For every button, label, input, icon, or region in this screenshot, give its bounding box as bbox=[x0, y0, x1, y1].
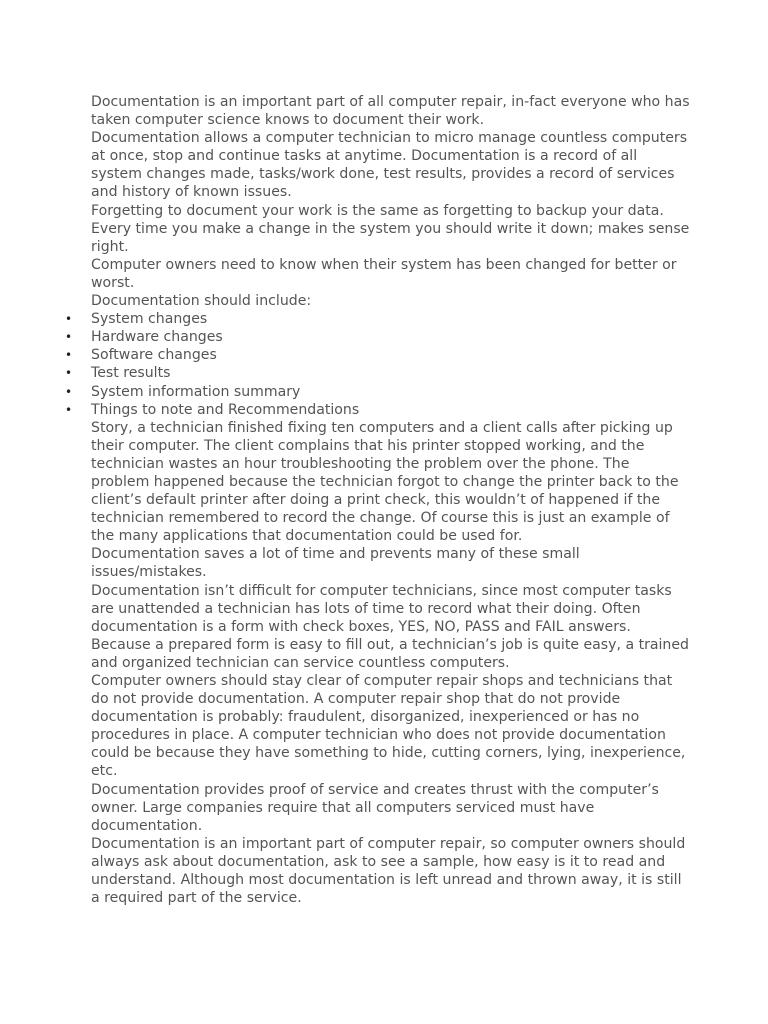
paragraph-story: Story, a technician finished fixing ten computers and a client calls after picking up their computer. The client complains that his printer stopped working, and the technician wastes an hour troubleshooting the problem over the phone. The problem happened because the technician forgot to change the printer back to the client’s default printer after doing a print check, this wouldn’t of happened if the technician remembered to record the change. Of course this is just an example of the many applications that documentation could be used for. bbox=[91, 419, 679, 545]
list-item-label: System changes bbox=[91, 311, 208, 328]
bullet-icon: • bbox=[65, 402, 73, 417]
paragraph-intro: Documentation is an important part of all computer repair, in-fact everyone who has taken computer science knows to document their work. bbox=[91, 94, 690, 129]
list-item bbox=[65, 401, 691, 419]
paragraph-should-include: Documentation should include: bbox=[91, 293, 312, 310]
paragraph-micro-manage: Documentation allows a computer technician to micro manage countless computers at once, stop and continue tasks at anytime. Documentation is a record of all system changes made, tasks/work done, test results, provides a record of services and history of known issues. bbox=[91, 130, 688, 201]
list-item bbox=[65, 364, 691, 382]
list-item-label: Hardware changes bbox=[91, 329, 223, 346]
list-item bbox=[65, 383, 691, 401]
paragraph-conclusion: Documentation is an important part of computer repair, so computer owners should always ask about documentation, ask to see a sample, how easy is it to read and understand. Although most documentation is left unread and thrown away, it is still a required part of the service. bbox=[91, 835, 686, 907]
paragraph-stay-clear: Computer owners should stay clear of computer repair shops and technicians that do not provide documentation. A computer repair shop that do not provide documentation is probably: fraudulent, disorganized, inexperienced or has no procedures in place. A computer technician who does not provide documentation could be because they have something to hide, cutting corners, lying, inexperience, etc. bbox=[91, 673, 686, 780]
list-item bbox=[65, 328, 691, 346]
paragraph-saves-time: Documentation saves a lot of time and prevents many of these small issues/mistakes. bbox=[91, 546, 580, 581]
paragraph-owners-need-to-know: Computer owners need to know when their system has been changed for better or worst. bbox=[91, 256, 677, 291]
documentation-items-list bbox=[65, 310, 691, 419]
list-item-label: Software changes bbox=[91, 347, 217, 364]
bullet-icon: • bbox=[65, 366, 73, 381]
list-item-label: Things to note and Recommendations bbox=[91, 401, 360, 418]
list-item bbox=[65, 310, 691, 328]
bullet-icon: • bbox=[65, 330, 73, 345]
list-item-label: Test results bbox=[91, 365, 171, 382]
bullet-icon: • bbox=[65, 312, 73, 327]
list-item bbox=[65, 346, 691, 364]
list-item-label: System information summary bbox=[91, 383, 301, 400]
paragraph-not-difficult: Documentation isn’t difficult for computer technicians, since most computer tasks are unattended a technician has lots of time to record what their doing. Often documentation is a form with check boxes, YES, NO, PASS and FAIL answers. Because a prepared form is easy to fill out, a technician’s job is quite easy, a trained and organized technician can service countless computers. bbox=[91, 582, 689, 671]
paragraph-backup-analogy: Forgetting to document your work is the same as forgetting to backup your data. Every time you make a change in the system you should write it down; makes sense right. bbox=[91, 202, 690, 255]
bullet-icon: • bbox=[65, 384, 73, 399]
document-body bbox=[65, 93, 691, 907]
paragraph-proof-of-service: Documentation provides proof of service and creates thrust with the computer’s owner. Large companies require that all computers serviced must have documentation. bbox=[91, 781, 659, 834]
bullet-icon: • bbox=[65, 348, 73, 363]
